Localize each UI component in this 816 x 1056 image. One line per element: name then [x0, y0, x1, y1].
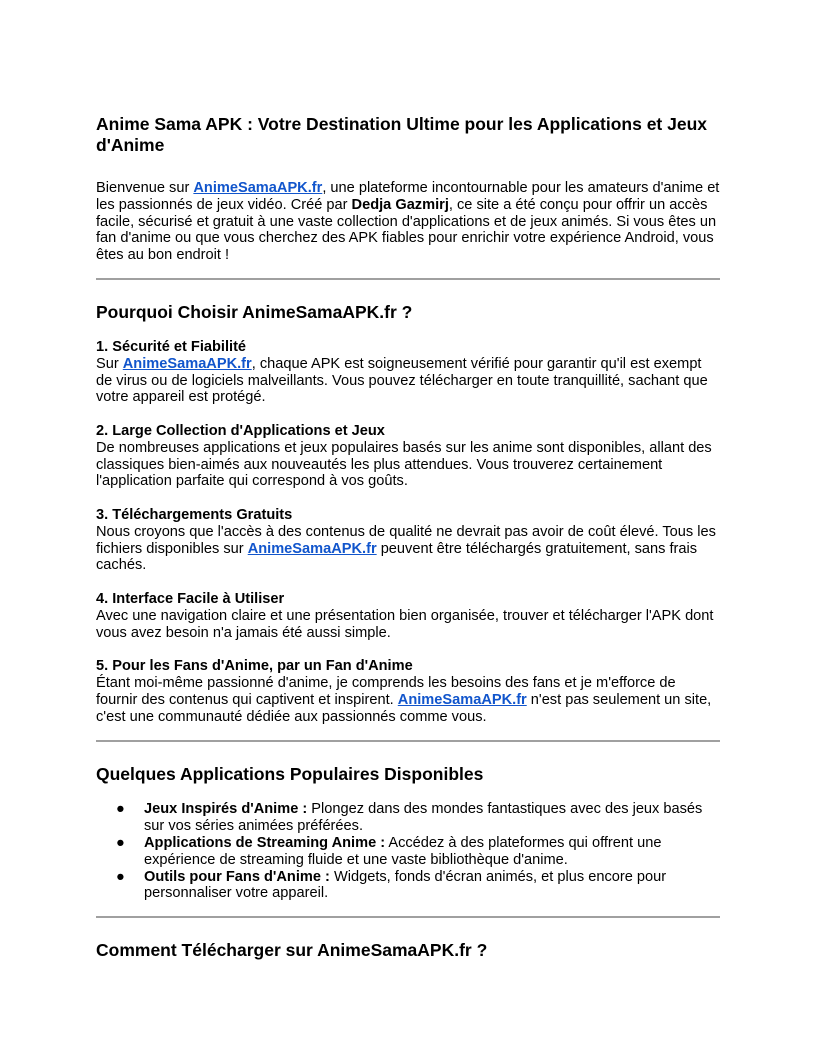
text: , chaque APK est soigneusement vérifié pour garantir qu'il est exempt de virus ou de logiciels malveillants. Vous pouvez télécharger en toute tranquillité, sachant que votre appareil est protégé. — [96, 355, 708, 406]
item-label: Outils pour Fans d'Anime : — [144, 868, 330, 885]
text: , une plateforme incontournable pour les amateurs d'anime et les passionnés de jeux vidéo. Créé par — [96, 180, 720, 213]
list-item — [116, 801, 720, 835]
site-link[interactable]: AnimeSamaAPK.fr — [397, 691, 527, 708]
reason-title: 5. Pour les Fans d'Anime, par un Fan d'Anime — [96, 658, 413, 675]
item-text: Plongez dans des mondes fantastiques avec des jeux basés sur vos séries animées préférées. — [144, 801, 703, 835]
text: De nombreuses applications et jeux populaires basés sur les anime sont disponibles, allant des classiques bien-aimés aux nouveautés les plus attendues. Vous trouverez certainement l'application parfaite qui correspond à vos goûts. — [96, 439, 712, 490]
reason-text — [96, 356, 720, 406]
item-label: Jeux Inspirés d'Anime : — [144, 801, 308, 818]
bullet-icon: ● — [116, 801, 125, 818]
text: , ce site a été conçu pour offrir un accès facile, sécurisé et gratuit à une vaste collection d'applications et de jeux animés. Si vous êtes un fan d'anime ou que vous cherchez des APK fiables pour enrichir votre expérience Android, vous êtes au bon endroit ! — [96, 196, 717, 264]
intro-title: Anime Sama APK : Votre Destination Ultime pour les Applications et Jeux d'Anime — [96, 114, 708, 155]
item-text: Accédez à des plateformes qui offrent une expérience de streaming fluide et une vaste bibliothèque d'anime. — [144, 834, 662, 868]
intro-paragraph — [96, 180, 720, 264]
divider — [96, 740, 720, 742]
document-page — [96, 114, 720, 961]
item-label: Applications de Streaming Anime : — [144, 834, 386, 851]
list-item — [116, 834, 720, 869]
popular-title: Quelques Applications Populaires Disponibles — [96, 764, 484, 785]
reason-text — [96, 608, 720, 642]
text: Bienvenue sur — [96, 180, 194, 196]
reason-text — [96, 524, 720, 574]
item-text: Widgets, fonds d'écran animés, et plus encore pour personnaliser votre appareil. — [144, 868, 667, 902]
list-item — [116, 868, 720, 903]
reason-text — [96, 675, 720, 725]
bullet-icon: ● — [116, 868, 125, 885]
reason-title: 1. Sécurité et Fiabilité — [96, 338, 247, 355]
reason-text — [96, 440, 720, 490]
text: Étant moi-même passionné d'anime, je comprends les besoins des fans et je m'efforce de fournir des contenus qui captivent et inspirent. — [96, 674, 676, 708]
text: Sur — [96, 355, 123, 372]
site-link[interactable]: AnimeSamaAPK.fr — [247, 540, 377, 557]
bullet-icon: ● — [116, 834, 125, 851]
text: Nous croyons que l'accès à des contenus de qualité ne devrait pas avoir de coût élevé. Tous les fichiers disponibles sur — [96, 523, 716, 557]
download-title: Comment Télécharger sur AnimeSamaAPK.fr ? — [96, 940, 488, 961]
reason-title: 2. Large Collection d'Applications et Jeux — [96, 422, 385, 439]
site-link[interactable]: AnimeSamaAPK.fr — [193, 180, 323, 196]
divider — [96, 278, 720, 280]
reason-title: 4. Interface Facile à Utiliser — [96, 590, 285, 607]
site-link[interactable]: AnimeSamaAPK.fr — [122, 355, 252, 372]
popular-list — [96, 801, 720, 902]
reason-title: 3. Téléchargements Gratuits — [96, 506, 293, 523]
author-name: Dedja Gazmirj — [351, 196, 449, 213]
divider — [96, 916, 720, 918]
text: Avec une navigation claire et une présentation bien organisée, trouver et télécharger l'APK dont vous avez besoin n'a jamais été aussi simple. — [96, 607, 714, 641]
text: peuvent être téléchargés gratuitement, sans frais cachés. — [96, 540, 698, 574]
why-title: Pourquoi Choisir AnimeSamaAPK.fr ? — [96, 301, 413, 322]
text: n'est pas seulement un site, c'est une communauté dédiée aux passionnés comme vous. — [96, 691, 712, 725]
